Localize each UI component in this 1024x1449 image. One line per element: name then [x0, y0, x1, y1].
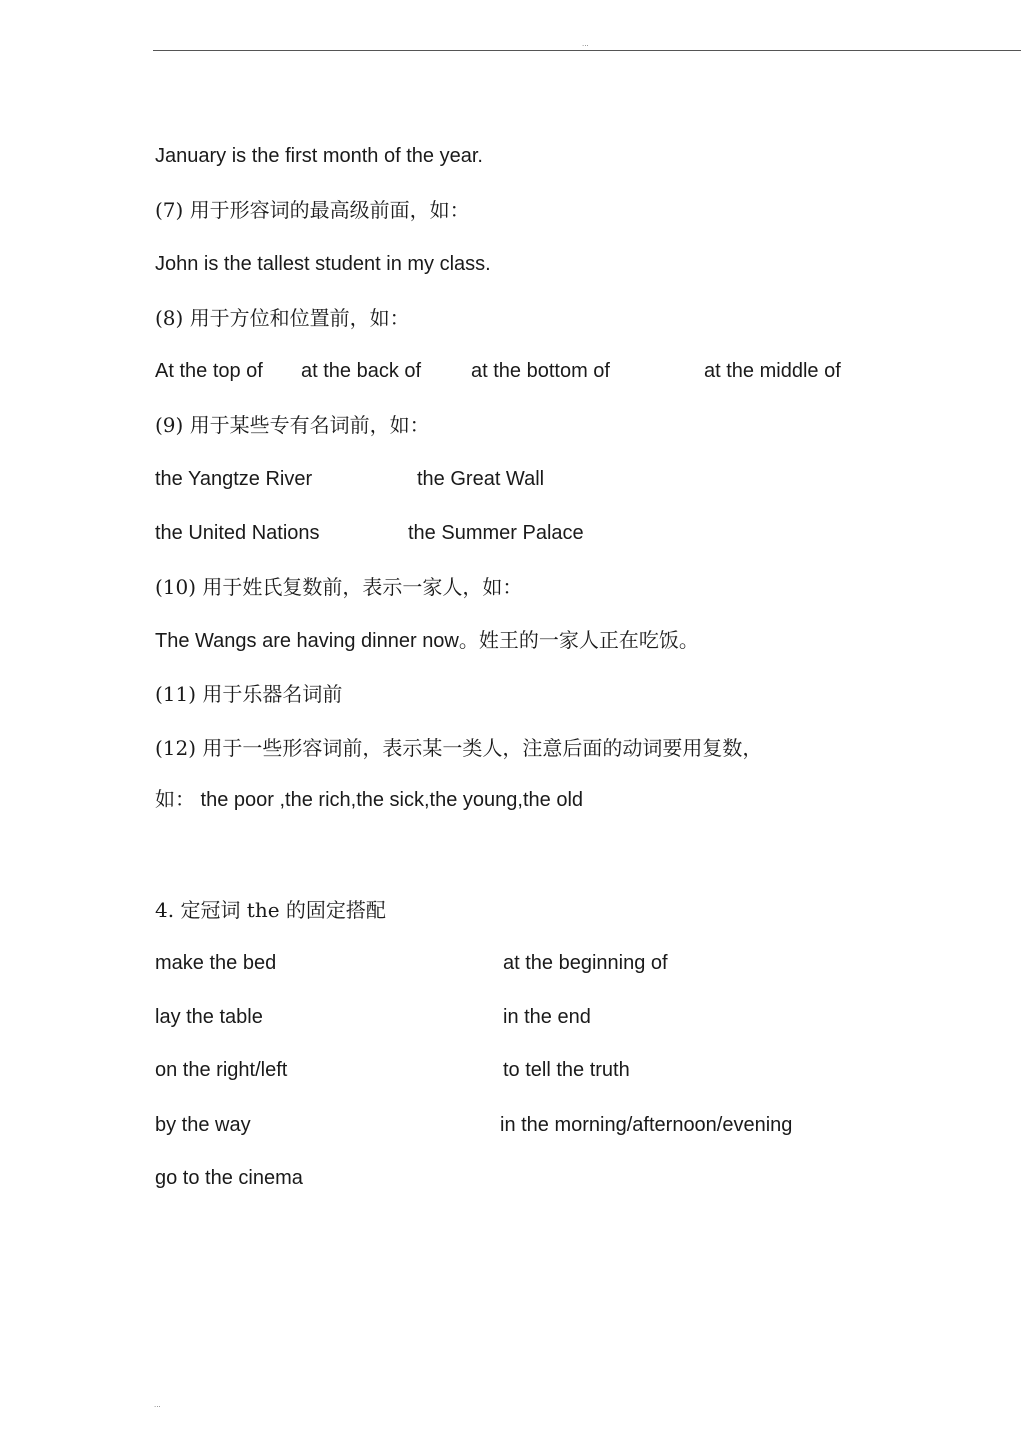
item-12-heading: (12) 用于一些形容词前，表示某一类人，注意后面的动词要用复数，: [155, 736, 763, 760]
position-phrase: at the bottom of: [471, 360, 610, 382]
collocation-right: to tell the truth: [503, 1059, 630, 1081]
header-rule: [153, 50, 1021, 51]
sentence-john: John is the tallest student in my class.: [155, 253, 491, 275]
proper-noun: the Yangtze River: [155, 468, 313, 490]
collocation-right: at the beginning of: [503, 952, 668, 974]
section-4-heading: 4. 定冠词 the 的固定搭配: [155, 898, 386, 922]
collocation-left: on the right/left: [155, 1059, 288, 1081]
collocation-right: in the morning/afternoon/evening: [500, 1114, 793, 1136]
collocation-left: go to the cinema: [155, 1167, 303, 1189]
position-phrase: at the middle of: [704, 360, 841, 382]
sentence-wangs: The Wangs are having dinner now。姓王的一家人正在吃饭。: [155, 630, 699, 652]
item-7-heading: (7) 用于形容词的最高级前面，如：: [155, 198, 470, 222]
position-phrase: at the back of: [301, 360, 422, 382]
proper-noun: the Summer Palace: [408, 522, 584, 544]
item-8-heading: (8) 用于方位和位置前，如：: [155, 306, 410, 330]
header-mark: ...: [582, 40, 589, 48]
proper-noun: the Great Wall: [417, 468, 545, 490]
position-phrase: At the top of: [155, 360, 263, 382]
collocation-left: make the bed: [155, 952, 277, 974]
collocation-left: by the way: [155, 1114, 251, 1136]
item-9-heading: (9) 用于某些专有名词前，如：: [155, 413, 430, 437]
sentence-january: January is the first month of the year.: [155, 145, 483, 167]
collocation-right: in the end: [503, 1006, 591, 1028]
item-10-heading: (10) 用于姓氏复数前，表示一家人，如：: [155, 575, 523, 599]
footer-mark: ...: [154, 1401, 161, 1409]
collocation-left: lay the table: [155, 1006, 263, 1028]
item-12-example: 如： the poor ,the rich,the sick,the young,the old: [155, 789, 584, 811]
item-11-heading: (11) 用于乐器名词前: [155, 682, 343, 706]
proper-noun: the United Nations: [155, 522, 320, 544]
